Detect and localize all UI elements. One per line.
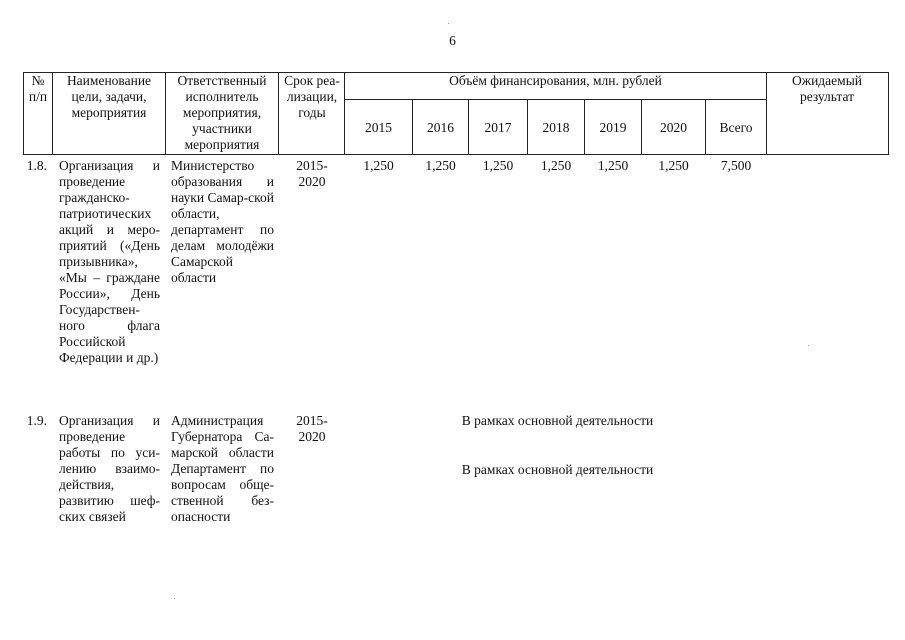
row-value-2019: 1,250 bbox=[597, 158, 629, 173]
header-year: 2017 bbox=[484, 120, 512, 135]
header-total: Всего bbox=[719, 120, 753, 135]
header-term: Срок реа-лизации, годы bbox=[284, 73, 340, 120]
row-value-2020: 1,250 bbox=[658, 158, 689, 173]
header-year: 2015 bbox=[365, 120, 392, 135]
col-divider bbox=[52, 72, 53, 155]
row-value-2016: 1,250 bbox=[425, 158, 456, 173]
scan-speck bbox=[808, 345, 809, 346]
header-num: № п/п bbox=[28, 73, 48, 104]
row-name: Организация и проведение работы по уси-лению взаимо-действия, развитию шеф-ских связей bbox=[59, 413, 160, 524]
page-number: 6 bbox=[449, 33, 456, 48]
header-result: Ожидаемый результат bbox=[792, 73, 862, 104]
row-value-2017: 1,250 bbox=[482, 158, 514, 173]
header-year: 2016 bbox=[427, 120, 454, 135]
row-responsible: Министерство образования и науки Самар-ской области, департамент по делам молодёжи Самарской области bbox=[171, 158, 274, 285]
header-bottom-border bbox=[23, 154, 888, 155]
header-year: 2018 bbox=[542, 120, 570, 135]
table-left-border bbox=[23, 72, 24, 155]
header-name: Наименование цели, задачи, мероприятия bbox=[66, 73, 152, 120]
row-num: 1.8. bbox=[26, 158, 47, 173]
row-funding-note: В рамках основной деятельности bbox=[461, 462, 654, 477]
row-value-2015: 1,250 bbox=[363, 158, 394, 173]
row-responsible: Администрация Губернатора Са-марской области Департамент по вопросам обще-ственной без-опасности bbox=[171, 413, 274, 524]
header-funding: Объём финансирования, млн. рублей bbox=[449, 73, 662, 88]
row-num: 1.9. bbox=[26, 413, 47, 428]
funding-header-divider bbox=[344, 99, 766, 100]
row-name: Организация и проведение гражданско-патриотических акций и меро-приятий («День призывника», «Мы – граждане России», День Государствен-ного флага Российской Федерации и др.) bbox=[59, 158, 160, 365]
scan-speck bbox=[174, 598, 175, 599]
header-year: 2020 bbox=[660, 120, 687, 135]
col-divider bbox=[278, 72, 279, 155]
row-funding-note: В рамках основной деятельности bbox=[461, 413, 654, 428]
table-right-border bbox=[888, 72, 889, 155]
header-year: 2019 bbox=[599, 120, 627, 135]
row-value-total: 7,500 bbox=[720, 158, 752, 173]
row-term: 2015-2020 bbox=[296, 413, 328, 444]
header-responsible: Ответственный исполнитель мероприятия, участники мероприятия bbox=[177, 73, 267, 152]
row-term: 2015-2020 bbox=[296, 158, 328, 189]
row-value-2018: 1,250 bbox=[540, 158, 572, 173]
col-divider bbox=[165, 72, 166, 155]
scan-speck bbox=[448, 23, 449, 24]
col-divider bbox=[766, 72, 767, 155]
